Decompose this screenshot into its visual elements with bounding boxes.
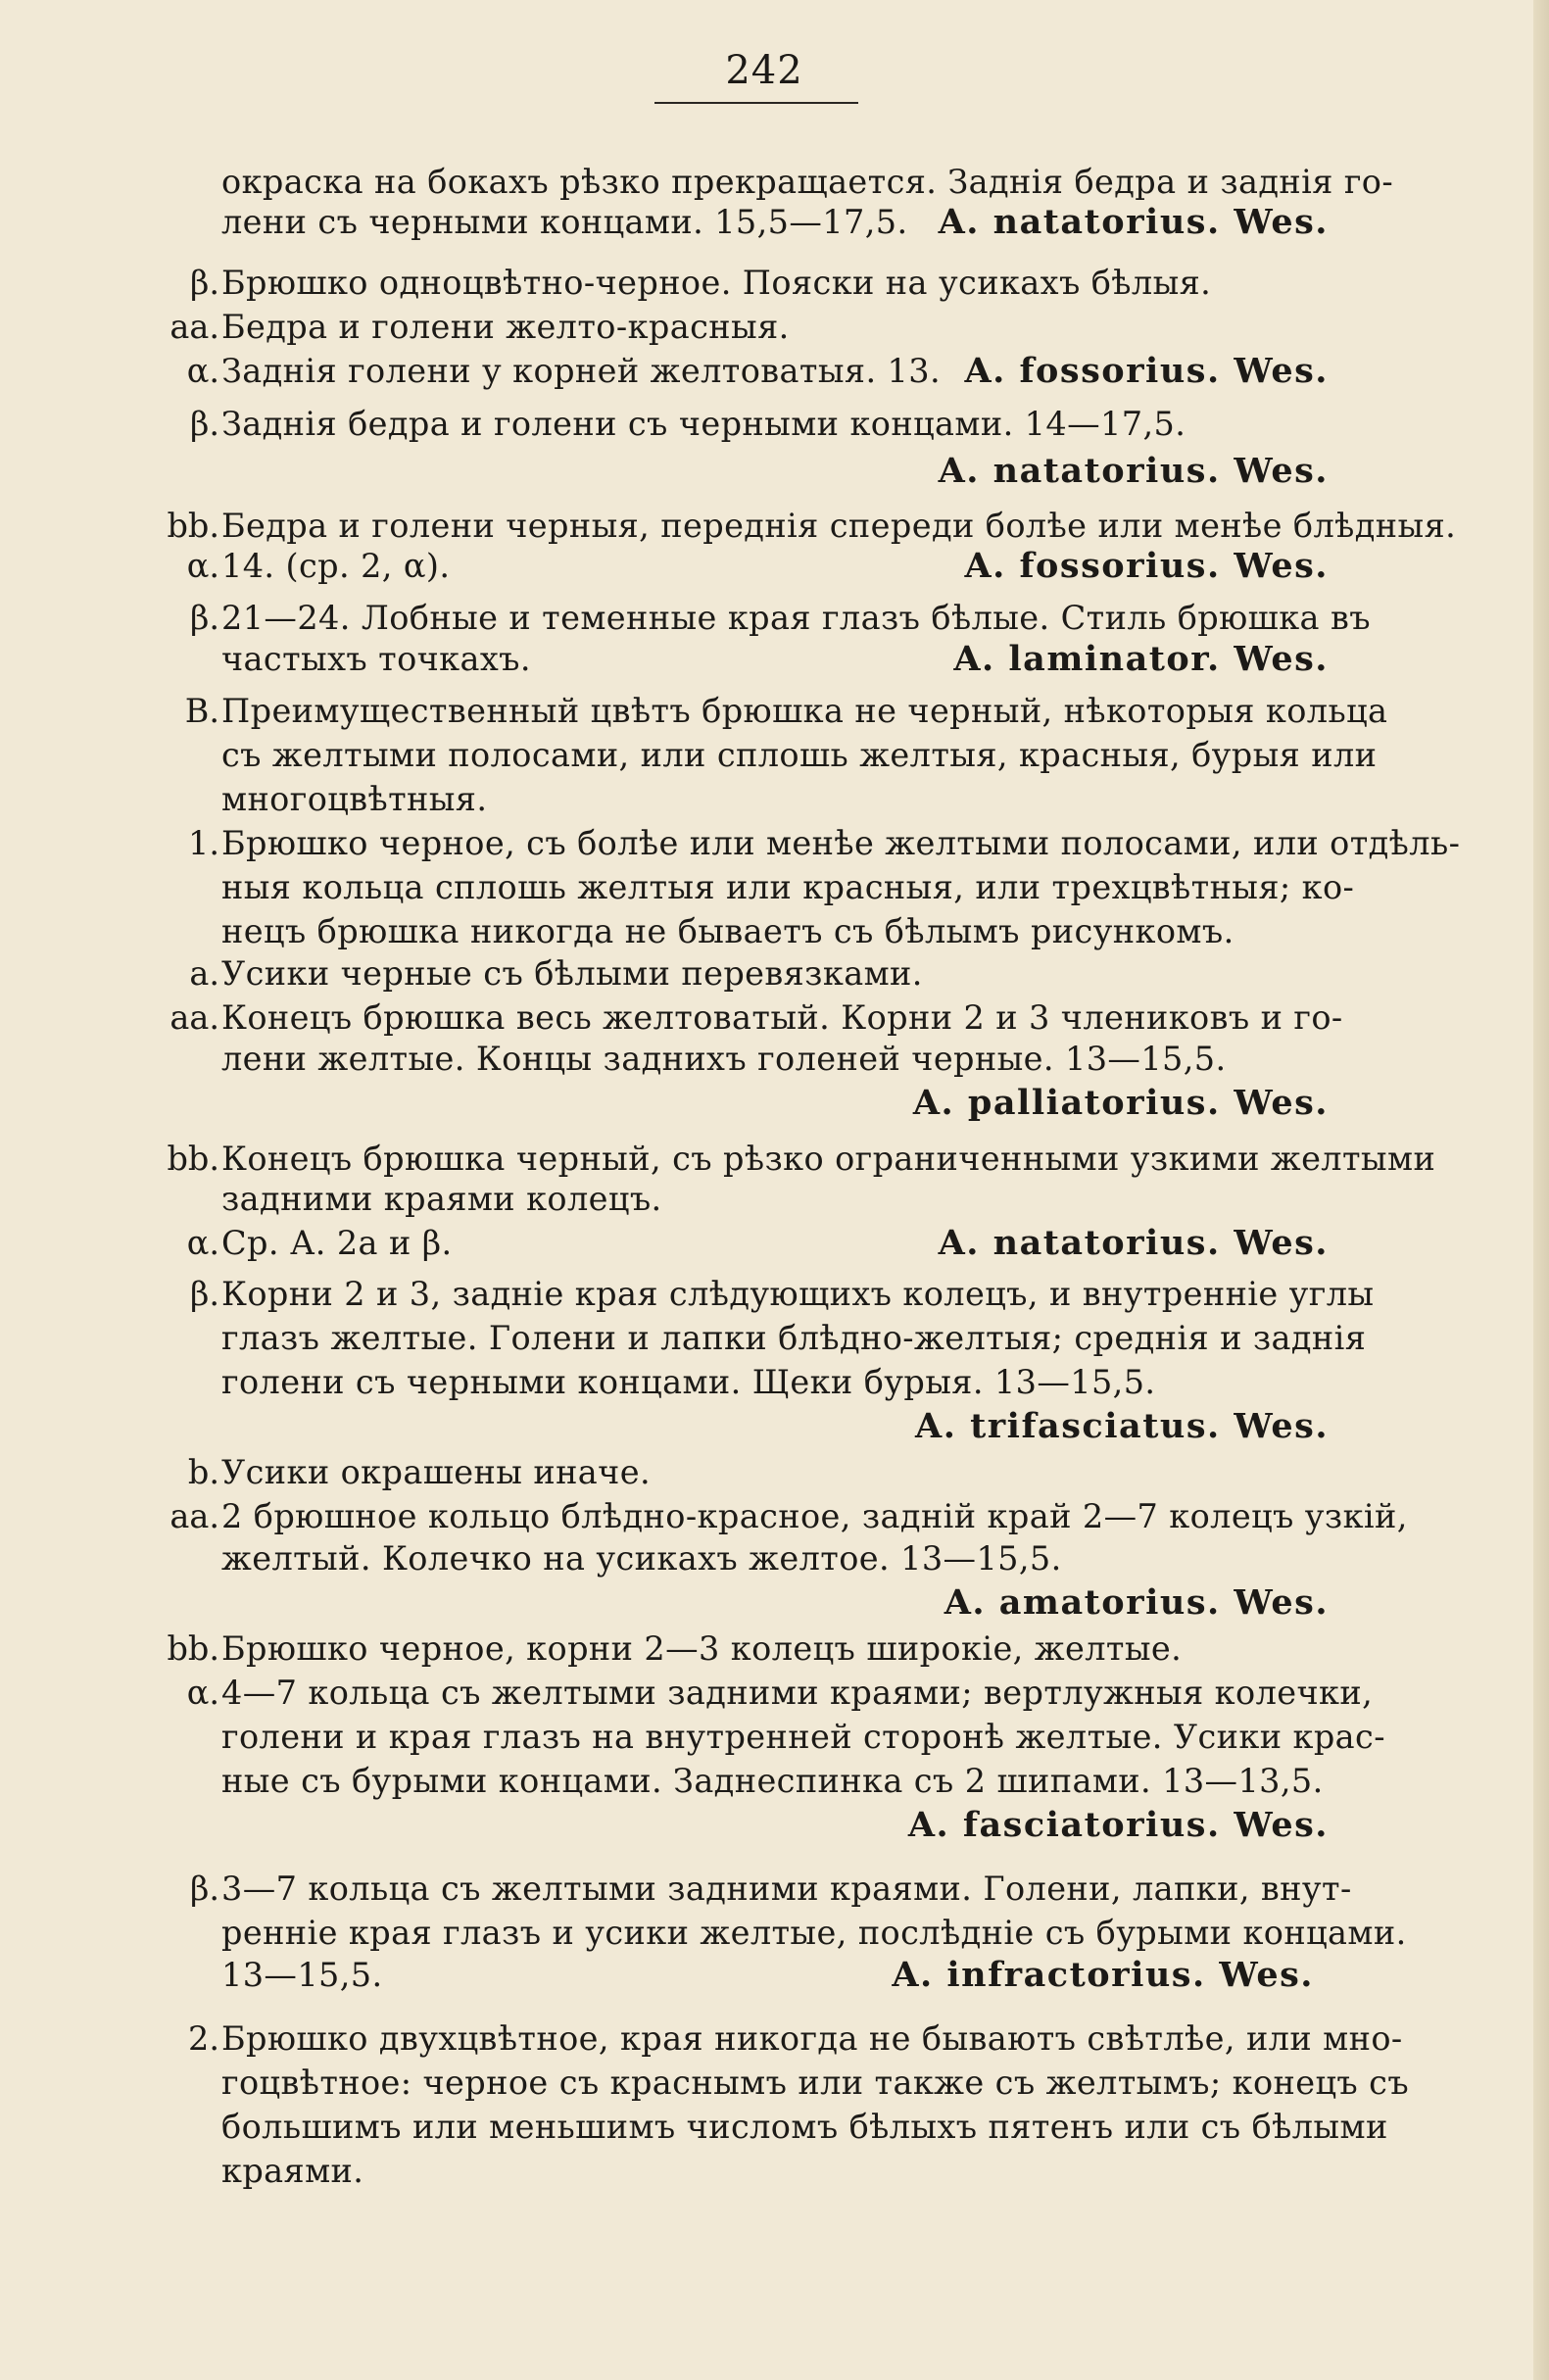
text-line: 3—7 кольца съ желтыми задними краями. Голени, лапки, внут- — [221, 1870, 1352, 1908]
species-name: A. laminator. Wes. — [953, 639, 1329, 679]
text-line: Заднія голени у корней желтоватыя. 13. — [221, 352, 942, 390]
key-marker: аа. — [169, 1497, 219, 1535]
text-line: голени и края глазъ на внутренней сторонѣ желтые. Усики крас- — [221, 1718, 1385, 1756]
text-line: Бедра и голени черныя, переднія спереди болѣе или менѣе блѣдныя. — [221, 507, 1457, 545]
text-line: Корни 2 и 3, заднiе края слѣдующихъ колецъ, и внутреннiе углы — [221, 1275, 1375, 1313]
text-line: Бедра и голени желто-красныя. — [221, 308, 790, 346]
text-line: Усики окрашены иначе. — [221, 1453, 651, 1491]
text-line: реннiе края глазъ и усики желтые, послѣднiе съ бурыми концами. — [221, 1914, 1407, 1952]
text-line: Конецъ брюшка весь желтоватый. Корни 2 и 3 члениковъ и го- — [221, 998, 1343, 1037]
key-marker: 2. — [188, 2019, 219, 2058]
text-line: 13—15,5. — [221, 1956, 383, 1994]
text-line: Брюшко двухцвѣтное, края никогда не бываютъ свѣтлѣе, или мно- — [221, 2019, 1403, 2058]
text-line: Заднія бедра и голени съ черными концами. 14—17,5. — [221, 405, 1186, 443]
text-line: Брюшко черное, корни 2—3 колецъ широкiе, желтые. — [221, 1629, 1183, 1668]
text-line: голени съ черными концами. Щеки бурыя. 13—15,5. — [221, 1363, 1156, 1401]
key-marker: B. — [184, 692, 219, 730]
key-marker: a. — [189, 954, 219, 993]
text-line: ные съ бурыми концами. Заднеспинка съ 2 шипами. 13—13,5. — [221, 1762, 1324, 1800]
species-name: A. infractorius. Wes. — [892, 1955, 1314, 1995]
text-line: 14. (ср. 2, α). — [221, 547, 451, 585]
page-number: 242 — [725, 48, 803, 93]
page-number-rule — [654, 102, 858, 104]
key-marker: α. — [186, 547, 219, 585]
text-line: Брюшко черное, съ болѣе или менѣе желтыми полосами, или отдѣль- — [221, 824, 1461, 862]
key-marker: аа. — [169, 308, 219, 346]
key-marker: β. — [189, 264, 219, 302]
species-name: A. natatorius. Wes. — [938, 1223, 1329, 1263]
text-line: Брюшко одноцвѣтно-черное. Пояски на усикахъ бѣлыя. — [221, 264, 1212, 302]
species-name: A. natatorius. Wes. — [938, 202, 1329, 242]
text-line: глазъ желтые. Голени и лапки блѣдно-желтыя; среднія и заднія — [221, 1319, 1367, 1357]
key-marker: α. — [186, 1224, 219, 1262]
text-line: Ср. А. 2а и β. — [221, 1224, 453, 1262]
species-name: A. trifasciatus. Wes. — [915, 1406, 1329, 1446]
key-marker: α. — [186, 1674, 219, 1712]
text-line: 2 брюшное кольцо блѣдно-красное, заднiй край 2—7 колецъ узкiй, — [221, 1497, 1408, 1535]
text-line: желтый. Колечко на усикахъ желтое. 13—15,5. — [221, 1539, 1062, 1578]
key-marker: α. — [186, 352, 219, 390]
species-name: A. fasciatorius. Wes. — [907, 1805, 1329, 1845]
key-marker: аа. — [169, 998, 219, 1037]
page-edge — [1533, 0, 1549, 2380]
key-marker: 1. — [188, 824, 219, 862]
key-marker: b. — [187, 1453, 219, 1491]
text-line: 21—24. Лобные и теменные края глазъ бѣлые. Стиль брюшка въ — [221, 599, 1371, 637]
text-line: ныя кольца сплошь желтыя или красныя, или трехцвѣтныя; ко- — [221, 868, 1355, 906]
text-line: большимъ или меньшимъ числомъ бѣлыхъ пятенъ или съ бѣлыми — [221, 2108, 1388, 2146]
text-line: Преимущественный цвѣтъ брюшка не черный, нѣкоторыя кольца — [221, 692, 1388, 730]
text-line: нецъ брюшка никогда не бываетъ съ бѣлымъ рисункомъ. — [221, 912, 1234, 950]
text-line: 4—7 кольца съ желтыми задними краями; вертлужныя колечки, — [221, 1674, 1374, 1712]
key-marker: β. — [189, 1275, 219, 1313]
species-name: A. amatorius. Wes. — [944, 1582, 1329, 1623]
key-marker: bb. — [167, 1629, 219, 1668]
text-line: Усики черные съ бѣлыми перевязками. — [221, 954, 923, 993]
key-marker: bb. — [167, 507, 219, 545]
species-name: A. natatorius. Wes. — [938, 451, 1329, 491]
text-line: Конецъ брюшка черный, съ рѣзко ограниченными узкими желтыми — [221, 1140, 1436, 1178]
key-marker: bb. — [167, 1140, 219, 1178]
text-line: лени съ черными концами. 15,5—17,5. — [221, 203, 908, 241]
key-marker: β. — [189, 599, 219, 637]
text-line: краями. — [221, 2152, 364, 2190]
text-line: окраска на бокахъ рѣзко прекращается. Заднія бедра и заднія го- — [221, 163, 1394, 201]
text-line: частыхъ точкахъ. — [221, 640, 531, 678]
text-line: многоцвѣтныя. — [221, 780, 488, 818]
text-line: лени желтые. Концы заднихъ голеней черные. 13—15,5. — [221, 1040, 1227, 1078]
key-marker: β. — [189, 1870, 219, 1908]
text-line: задними краями колецъ. — [221, 1180, 662, 1218]
key-marker: β. — [189, 405, 219, 443]
species-name: A. palliatorius. Wes. — [912, 1083, 1329, 1123]
species-name: A. fossorius. Wes. — [964, 351, 1329, 391]
text-line: съ желтыми полосами, или сплошь желтыя, красныя, бурыя или — [221, 736, 1378, 774]
text-line: гоцвѣтное: черное съ краснымъ или также съ желтымъ; конецъ съ — [221, 2064, 1410, 2102]
species-name: A. fossorius. Wes. — [964, 546, 1329, 586]
